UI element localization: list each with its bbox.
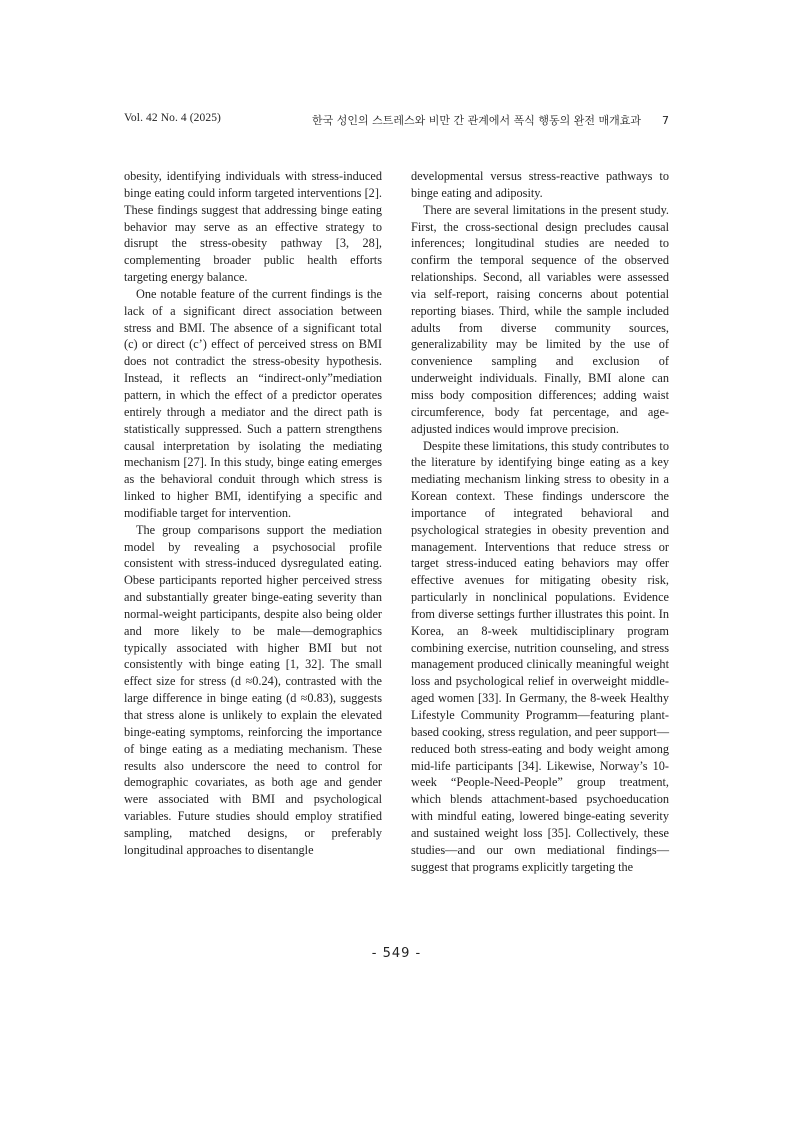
running-header [312,112,669,128]
header-page-number: 7 [662,114,669,127]
paragraph: obesity, identifying individuals with stress-induced binge eating could inform targeted interventions [2]. These findings suggest that addressing binge eating behavior may serve as an effective strategy to disrupt the stress-obesity pathway [3, 28], complementing broader public health efforts targeting energy balance. [124,169,382,285]
paragraph: The group comparisons support the mediation model by revealing a psychosocial profile consistent with stress-induced dysregulated eating. Obese participants reported higher perceived stress and substantially greater binge-eating severity than normal-weight participants, despite also being older and more likely to be male—demographics typically associated with higher BMI but not consistently with binge eating [1, 32]. The small effect size for stress (d ≈0.24), contrasted with the large difference in binge eating (d ≈0.83), suggests that stress alone is unlikely to explain the elevated binge-eating symptoms, reinforcing the importance of binge eating as a mediating mechanism. These results also underscore the need to control for demographic covariates, as both age and gender were associated with BMI and psychological variables. Future studies should employ stratified sampling, matched designs, or preferably longitudinal approaches to disentangle [124,522,382,857]
paragraph: There are several limitations in the present study. First, the cross-sectional design precludes causal inferences; longitudinal studies are needed to confirm the temporal sequence of the observed relationships. Second, all variables were assessed via self-report, raising concerns about potential reporting biases. Third, while the sample included adults from diverse community sources, generalizability may be limited by the use of convenience sampling and exclusion of underweight individuals. Finally, BMI alone can miss body composition differences; adding waist circumference, body fat percentage, and age-adjusted indices would improve precision. [411,202,669,436]
right-column [411,168,669,875]
left-column [124,168,382,859]
journal-volume: Vol. 42 No. 4 (2025) [124,112,221,124]
paragraph: developmental versus stress-reactive pathways to binge eating and adiposity. [411,169,669,200]
paragraph: One notable feature of the current findings is the lack of a significant direct association between stress and BMI. The absence of a significant total (c) or direct (c’) effect of perceived stress on BMI does not contradict the stress-obesity hypothesis. Instead, it reflects an “indirect-only”mediation pattern, in which the effect of a predictor operates entirely through a mediator and the direct path is statistically suppressed. Such a pattern strengthens causal interpretation by isolating the mediating mechanism [27]. In this study, binge eating emerges as the behavioral conduit through which stress is linked to higher BMI, identifying a specific and modifiable target for intervention. [124,286,382,520]
paragraph: Despite these limitations, this study contributes to the literature by identifying binge eating as a key mediating mechanism linking stress to obesity in a Korean context. These findings underscore the importance of integrated behavioral and psychological strategies in obesity prevention and management. Interventions that reduce stress or target stress-induced eating behaviors may offer effective avenues for mitigating obesity risk, particularly in nonclinical populations. Evidence from diverse settings further illustrates this point. In Korea, an 8-week multidisciplinary program combining exercise, nutrition counseling, and stress management produced clinically meaningful weight loss and psychological relief in overweight middle-aged women [33]. In Germany, the 8-week Healthy Lifestyle Community Programm—featuring plant-based cooking, stress regulation, and peer support—reduced both stress-eating and body weight among mid-life participants [34]. Likewise, Norway’s 10-week “People-Need-People” group treatment, which blends attachment-based psychoeducation with mindful eating, lowered binge-eating severity and sustained weight loss [35]. Collectively, these studies—and our own mediational findings—suggest that programs explicitly targeting the [411,438,669,874]
running-title: 한국 성인의 스트레스와 비만 간 관계에서 폭식 행동의 완전 매개효과 [312,114,641,127]
page-number: - 549 - [371,946,422,961]
